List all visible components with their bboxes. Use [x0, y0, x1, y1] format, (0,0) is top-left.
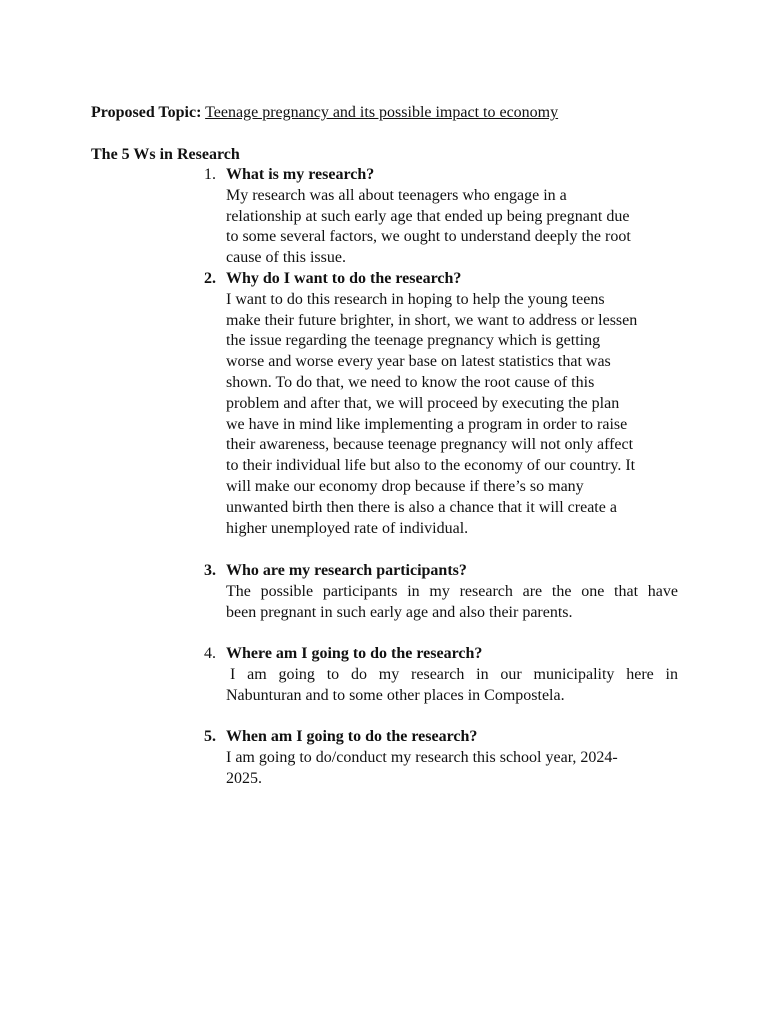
list-item-number: 5.: [204, 728, 216, 745]
answer-line: their awareness, because teenage pregnancy will not only affect: [226, 436, 634, 454]
answer-line: shown. To do that, we need to know the root cause of this: [226, 373, 595, 391]
answer-line: to their individual life but also to the economy of our country. It: [226, 457, 636, 475]
answer-line: Nabunturan and to some other places in Compostela.: [226, 686, 565, 704]
list-item-2: [204, 269, 678, 539]
list-item-3: [204, 561, 678, 623]
proposed-topic-label: Proposed Topic:: [91, 104, 202, 121]
list-item-number: 4.: [204, 645, 216, 662]
answer-line: will make our economy drop because if there’s so many: [226, 477, 584, 495]
list-item-question: When am I going to do the research?: [226, 728, 478, 745]
list-item-5: [204, 727, 678, 789]
list-item-question: What is my research?: [226, 166, 375, 183]
answer-line: problem and after that, we will proceed by executing the plan: [226, 394, 620, 412]
answer-line: The possible participants in my research are the one that have: [226, 582, 678, 600]
proposed-topic: [91, 102, 558, 123]
answer-line: unwanted birth then there is also a chance that it will create a: [226, 498, 617, 516]
answer-line: make their future brighter, in short, we want to address or lessen: [226, 311, 638, 329]
answer-line: My research was all about teenagers who engage in a: [226, 186, 567, 204]
answer-line: to some several factors, we ought to understand deeply the root: [226, 228, 631, 246]
list-item-answer: [226, 186, 678, 269]
answer-line: worse and worse every year base on latest statistics that was: [226, 353, 611, 371]
answer-line: I am going to do my research in our municipality here in: [230, 665, 678, 683]
list-item-1: [204, 165, 678, 269]
list-item-question: Why do I want to do the research?: [226, 270, 462, 287]
list-item-answer: [226, 290, 678, 540]
answer-line: I want to do this research in hoping to help the young teens: [226, 290, 605, 308]
answer-line: the issue regarding the teenage pregnancy which is getting: [226, 332, 601, 350]
list-item-answer: [226, 665, 678, 707]
list-item-answer: [226, 582, 678, 624]
answer-line: we have in mind like implementing a program in order to raise: [226, 415, 628, 433]
list-item-number: 3.: [204, 562, 216, 579]
answer-line: 2025.: [226, 769, 262, 787]
answer-line: cause of this issue.: [226, 249, 346, 267]
proposed-topic-value: Teenage pregnancy and its possible impact to economy: [205, 104, 559, 121]
list-item-number: 2.: [204, 270, 216, 287]
list-item-question: Where am I going to do the research?: [226, 645, 483, 662]
list-item-number: 1.: [204, 166, 216, 183]
list-item-4: [204, 644, 678, 706]
answer-line: relationship at such early age that ended up being pregnant due: [226, 207, 630, 225]
list-item-question: Who are my research participants?: [226, 562, 467, 579]
answer-line: I am going to do/conduct my research this school year, 2024-: [226, 748, 618, 766]
section-heading: The 5 Ws in Research: [91, 146, 240, 163]
answer-line: higher unemployed rate of individual.: [226, 519, 469, 537]
list-item-answer: [226, 748, 678, 790]
answer-line: been pregnant in such early age and also their parents.: [226, 603, 573, 621]
